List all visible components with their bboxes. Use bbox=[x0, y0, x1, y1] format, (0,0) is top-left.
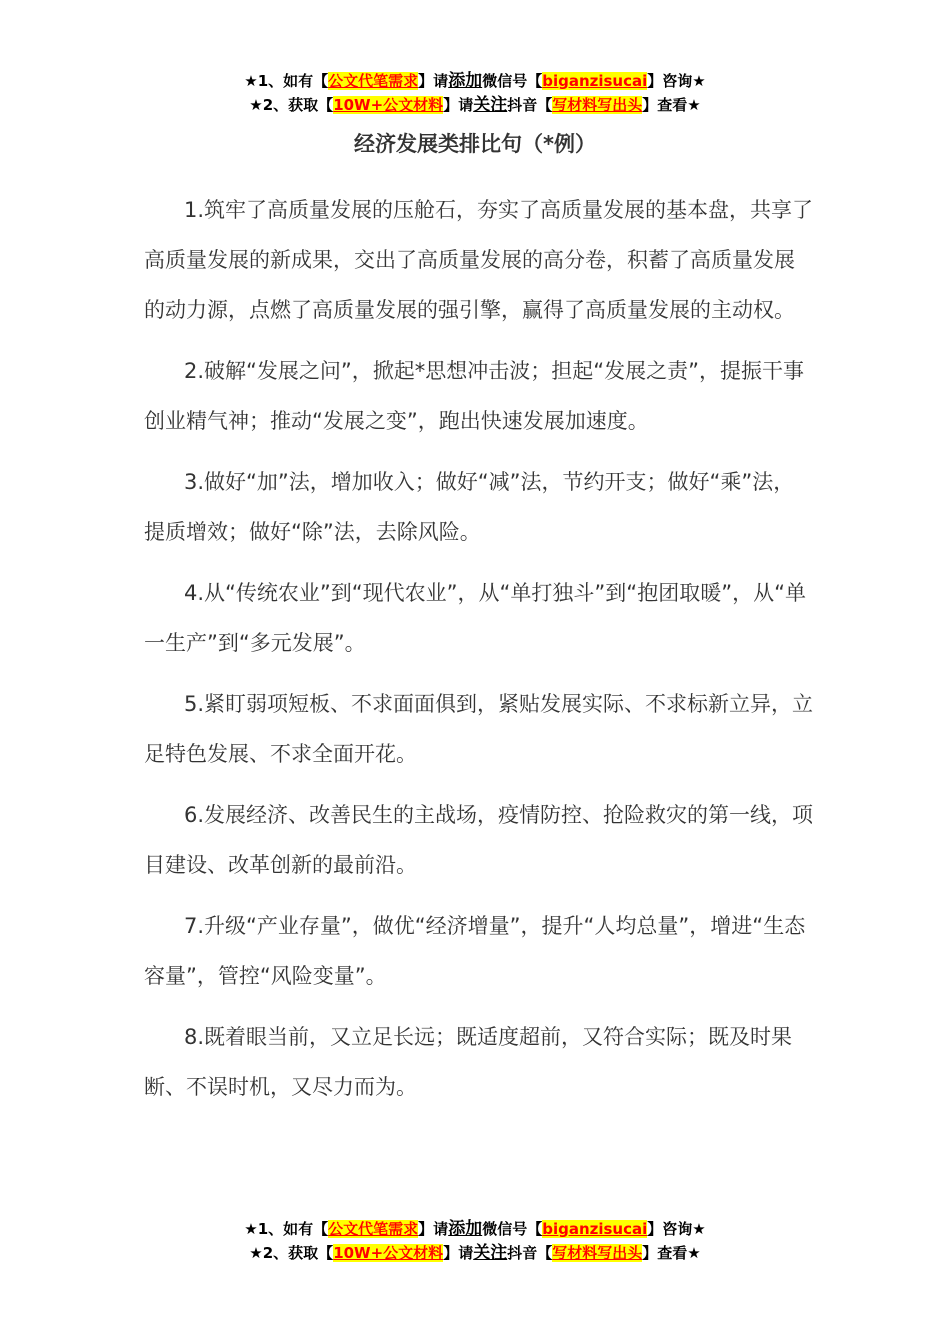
banner-text: ★2、获取【 bbox=[249, 96, 334, 114]
banner-underline: 添加 bbox=[448, 1219, 483, 1239]
banner-text: ★1、如有【 bbox=[244, 72, 329, 90]
paragraph-7: 7.升级“产业存量”，做优“经济增量”，提升“人均总量”，增进“生态容量”，管控“风险变量”。 bbox=[144, 914, 806, 988]
banner-text: 微信号【 bbox=[482, 1220, 543, 1238]
wechat-id-highlight: biganzisucai bbox=[542, 1220, 648, 1238]
banner-line-2 bbox=[0, 1241, 950, 1265]
paragraph-8: 8.既着眼当前，又立足长远；既适度超前，又符合实际；既及时果断、不误时机，又尽力而为。 bbox=[144, 1025, 793, 1099]
banner-highlight: 10W+公文材料 bbox=[333, 1244, 444, 1262]
banner-line-1 bbox=[0, 1217, 950, 1241]
paragraph-1: 1.筑牢了高质量发展的压舱石，夯实了高质量发展的基本盘，共享了高质量发展的新成果，交出了高质量发展的高分卷，积蓄了高质量发展的动力源，点燃了高质量发展的强引擎，赢得了高质量发展的主动权。 bbox=[144, 198, 814, 322]
banner-underline: 关注 bbox=[473, 1243, 508, 1263]
wechat-id-highlight: biganzisucai bbox=[542, 72, 648, 90]
paragraph-5: 5.紧盯弱项短板、不求面面俱到，紧贴发展实际、不求标新立异，立足特色发展、不求全面开花。 bbox=[144, 692, 814, 766]
banner-text: 】咨询★ bbox=[647, 72, 706, 90]
banner-text: 】请 bbox=[443, 96, 474, 114]
document-title: 经济发展类排比句（*例） bbox=[354, 132, 596, 156]
douyin-highlight: 写材料写出头 bbox=[552, 1244, 643, 1262]
banner-text: 】请 bbox=[418, 72, 449, 90]
paragraph-4: 4.从“传统农业”到“现代农业”，从“单打独斗”到“抱团取暖”，从“单一生产”到“多元发展”。 bbox=[144, 581, 806, 655]
paragraph-2: 2.破解“发展之问”，掀起*思想冲击波；担起“发展之责”，提振干事创业精气神；推动“发展之变”，跑出快速发展加速度。 bbox=[144, 359, 805, 433]
banner-text: 】查看★ bbox=[642, 96, 701, 114]
banner-text: ★1、如有【 bbox=[244, 1220, 329, 1238]
banner-text: 抖音【 bbox=[507, 96, 553, 114]
banner-text: 】查看★ bbox=[642, 1244, 701, 1262]
banner-text: 】咨询★ bbox=[647, 1220, 706, 1238]
banner-text: 抖音【 bbox=[507, 1244, 553, 1262]
banner-text: ★2、获取【 bbox=[249, 1244, 334, 1262]
douyin-highlight: 写材料写出头 bbox=[552, 96, 643, 114]
banner-line-1 bbox=[0, 69, 950, 93]
banner-highlight: 公文代笔需求 bbox=[328, 1220, 419, 1238]
document-body bbox=[144, 185, 814, 1123]
banner-highlight: 10W+公文材料 bbox=[333, 96, 444, 114]
banner-underline: 关注 bbox=[473, 95, 508, 115]
banner-text: 】请 bbox=[443, 1244, 474, 1262]
top-banner bbox=[0, 69, 950, 117]
bottom-banner bbox=[0, 1217, 950, 1265]
banner-text: 微信号【 bbox=[482, 72, 543, 90]
banner-text: 】请 bbox=[418, 1220, 449, 1238]
paragraph-6: 6.发展经济、改善民生的主战场，疫情防控、抢险救灾的第一线，项目建设、改革创新的最前沿。 bbox=[144, 803, 814, 877]
banner-highlight: 公文代笔需求 bbox=[328, 72, 419, 90]
paragraph-3: 3.做好“加”法，增加收入；做好“减”法，节约开支；做好“乘”法，提质增效；做好“除”法，去除风险。 bbox=[144, 470, 795, 544]
banner-line-2 bbox=[0, 93, 950, 117]
banner-underline: 添加 bbox=[448, 71, 483, 91]
